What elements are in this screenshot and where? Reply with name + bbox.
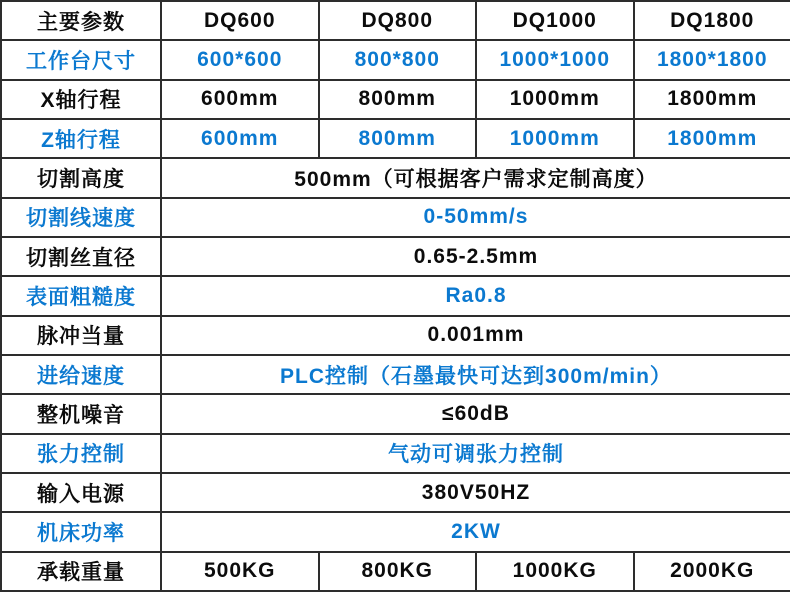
table-row xyxy=(1,198,790,237)
cell-span-value: 0.65-2.5mm xyxy=(161,237,790,276)
row-label: 工作台尺寸 xyxy=(1,40,161,79)
row-label: X轴行程 xyxy=(1,80,161,119)
cell-value: 600mm xyxy=(161,80,319,119)
cell-value: 800mm xyxy=(319,80,477,119)
table-row xyxy=(1,276,790,315)
header-model-dq1800: DQ1800 xyxy=(634,1,790,40)
table-row xyxy=(1,434,790,473)
row-label: 张力控制 xyxy=(1,434,161,473)
row-label: 切割丝直径 xyxy=(1,237,161,276)
table-row xyxy=(1,473,790,512)
header-model-dq600: DQ600 xyxy=(161,1,319,40)
cell-span-value: ≤60dB xyxy=(161,394,790,433)
table-header-row xyxy=(1,1,790,40)
cell-value: 500KG xyxy=(161,552,319,591)
table-row xyxy=(1,512,790,551)
row-label: 整机噪音 xyxy=(1,394,161,433)
cell-value: 600mm xyxy=(161,119,319,158)
row-label: 进给速度 xyxy=(1,355,161,394)
cell-value: 2000KG xyxy=(634,552,790,591)
table-row xyxy=(1,40,790,79)
cell-value: 800*800 xyxy=(319,40,477,79)
cell-span-value: 气动可调张力控制 xyxy=(161,434,790,473)
cell-value: 1800mm xyxy=(634,80,790,119)
cell-value: 1000KG xyxy=(476,552,634,591)
cell-value: 1000*1000 xyxy=(476,40,634,79)
cell-span-value: 380V50HZ xyxy=(161,473,790,512)
row-label: 输入电源 xyxy=(1,473,161,512)
cell-span-value: PLC控制（石墨最快可达到300m/min） xyxy=(161,355,790,394)
cell-span-value: 0.001mm xyxy=(161,316,790,355)
table-row xyxy=(1,552,790,591)
cell-value: 1000mm xyxy=(476,80,634,119)
table-row xyxy=(1,119,790,158)
row-label: Z轴行程 xyxy=(1,119,161,158)
table-row xyxy=(1,237,790,276)
header-model-dq1000: DQ1000 xyxy=(476,1,634,40)
cell-value: 1800mm xyxy=(634,119,790,158)
cell-value: 1000mm xyxy=(476,119,634,158)
cell-span-value: 0-50mm/s xyxy=(161,198,790,237)
row-label: 切割高度 xyxy=(1,158,161,197)
table-row xyxy=(1,394,790,433)
table-row xyxy=(1,158,790,197)
row-label: 脉冲当量 xyxy=(1,316,161,355)
table-row xyxy=(1,355,790,394)
cell-span-value: 2KW xyxy=(161,512,790,551)
row-label: 承载重量 xyxy=(1,552,161,591)
row-label: 切割线速度 xyxy=(1,198,161,237)
header-model-dq800: DQ800 xyxy=(319,1,477,40)
table-row xyxy=(1,80,790,119)
cell-value: 800KG xyxy=(319,552,477,591)
row-label: 机床功率 xyxy=(1,512,161,551)
header-param-label: 主要参数 xyxy=(1,1,161,40)
cell-value: 600*600 xyxy=(161,40,319,79)
cell-value: 800mm xyxy=(319,119,477,158)
cell-value: 1800*1800 xyxy=(634,40,790,79)
cell-span-value: 500mm（可根据客户需求定制高度） xyxy=(161,158,790,197)
cell-span-value: Ra0.8 xyxy=(161,276,790,315)
table-row xyxy=(1,316,790,355)
row-label: 表面粗糙度 xyxy=(1,276,161,315)
